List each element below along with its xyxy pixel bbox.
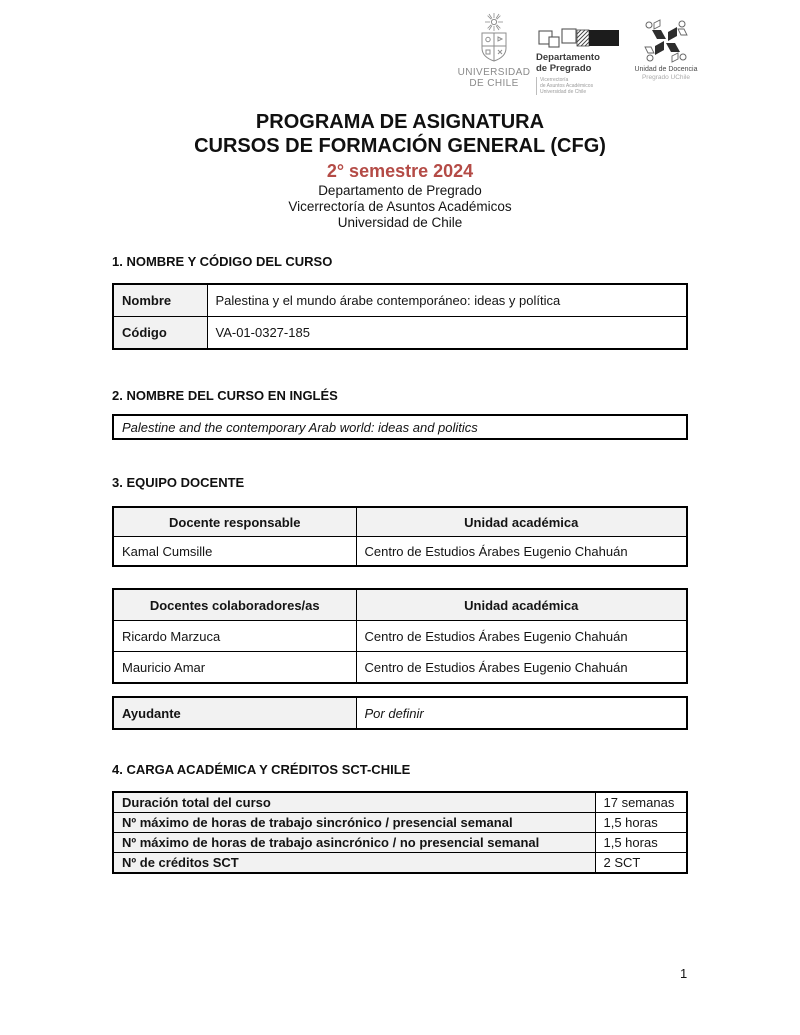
collaborator-name: Ricardo Marzuca xyxy=(113,621,356,652)
english-name-table xyxy=(112,414,688,440)
docencia-logo xyxy=(624,18,708,82)
table-row xyxy=(113,537,687,567)
assistant-label: Ayudante xyxy=(113,697,356,729)
responsible-teacher-name: Kamal Cumsille xyxy=(113,537,356,567)
async-hours-value: 1,5 horas xyxy=(595,833,687,853)
table-row xyxy=(113,317,687,350)
document-title-line1: PROGRAMA DE ASIGNATURA xyxy=(255,111,545,133)
subtitle-university: Universidad de Chile xyxy=(337,215,463,230)
uchile-logo-text-line2: DE CHILE xyxy=(469,78,519,89)
responsible-teacher-unit: Centro de Estudios Árabes Eugenio Chahuán xyxy=(356,537,687,567)
course-code-label: Código xyxy=(113,317,207,350)
table-row xyxy=(113,853,687,874)
collaborator-name: Mauricio Amar xyxy=(113,652,356,684)
collaborating-teachers-header: Docentes colaboradores/as xyxy=(113,589,356,621)
pregrado-logo xyxy=(536,26,622,95)
docencia-logo-text-line1: Unidad de Docencia xyxy=(634,66,698,73)
sct-credits-label: Nº de créditos SCT xyxy=(113,853,595,874)
uchile-crest-icon xyxy=(462,12,526,66)
section-4-heading: 4. CARGA ACADÉMICA Y CRÉDITOS SCT-CHILE xyxy=(112,762,411,777)
sync-hours-label: Nº máximo de horas de trabajo sincrónico / presencial semanal xyxy=(113,813,595,833)
table-header-row xyxy=(113,589,687,621)
docencia-logo-text-line2: Pregrado UChile xyxy=(641,74,691,81)
table-header-row xyxy=(113,507,687,537)
document-title-line2: CURSOS DE FORMACIÓN GENERAL (CFG) xyxy=(194,135,606,157)
pregrado-logo-subtext xyxy=(536,77,622,95)
assistant-value: Por definir xyxy=(356,697,687,729)
collaborator-unit: Centro de Estudios Árabes Eugenio Chahuán xyxy=(356,621,687,652)
duration-value: 17 semanas xyxy=(595,792,687,813)
sct-credits-value: 2 SCT xyxy=(595,853,687,874)
page-number: 1 xyxy=(680,966,688,981)
pregrado-logo-icon xyxy=(538,26,620,50)
course-name-value: Palestina y el mundo árabe contemporáneo: ideas y política xyxy=(207,284,687,317)
academic-unit-header: Unidad académica xyxy=(356,507,687,537)
table-row xyxy=(113,415,687,439)
uchile-logo-text-line1: UNIVERSIDAD xyxy=(457,67,531,78)
duration-label: Duración total del curso xyxy=(113,792,595,813)
table-row xyxy=(113,813,687,833)
pregrado-logo-title-line1: Departamento xyxy=(536,52,600,63)
header-logos xyxy=(454,12,708,95)
course-code-value: VA-01-0327-185 xyxy=(207,317,687,350)
section-3-heading: 3. EQUIPO DOCENTE xyxy=(112,475,245,490)
table-row xyxy=(113,652,687,684)
subtitle-vicerrectoria: Vicerrectoría de Asuntos Académicos xyxy=(288,199,512,214)
pregrado-logo-subtext-line1: Vicerrectoría xyxy=(540,77,569,83)
pregrado-logo-subtext-line3: Universidad de Chile xyxy=(540,89,587,95)
table-row xyxy=(113,621,687,652)
table-row xyxy=(113,792,687,813)
section-1-heading: 1. NOMBRE Y CÓDIGO DEL CURSO xyxy=(112,254,333,269)
table-row xyxy=(113,284,687,317)
academic-load-table xyxy=(112,791,688,874)
course-name-label: Nombre xyxy=(113,284,207,317)
course-name-code-table xyxy=(112,283,688,350)
sync-hours-value: 1,5 horas xyxy=(595,813,687,833)
section-2-heading: 2. NOMBRE DEL CURSO EN INGLÉS xyxy=(112,388,338,403)
title-block xyxy=(0,110,800,231)
collaborating-teachers-table xyxy=(112,588,688,684)
assistant-table xyxy=(112,696,688,730)
subtitle-department: Departamento de Pregrado xyxy=(318,183,482,198)
docencia-logo-icon xyxy=(626,18,706,64)
responsible-teacher-header: Docente responsable xyxy=(113,507,356,537)
async-hours-label: Nº máximo de horas de trabajo asincrónico / no presencial semanal xyxy=(113,833,595,853)
pregrado-logo-subtext-line2: de Asuntos Académicos xyxy=(540,83,594,89)
academic-unit-header: Unidad académica xyxy=(356,589,687,621)
responsible-teacher-table xyxy=(112,506,688,567)
uchile-logo xyxy=(454,12,534,89)
semester-subtitle: 2° semestre 2024 xyxy=(326,161,474,181)
table-row xyxy=(113,697,687,729)
english-name-value: Palestine and the contemporary Arab world: ideas and politics xyxy=(113,415,687,439)
collaborator-unit: Centro de Estudios Árabes Eugenio Chahuán xyxy=(356,652,687,684)
pregrado-logo-title-line2: de Pregrado xyxy=(536,62,592,74)
table-row xyxy=(113,833,687,853)
